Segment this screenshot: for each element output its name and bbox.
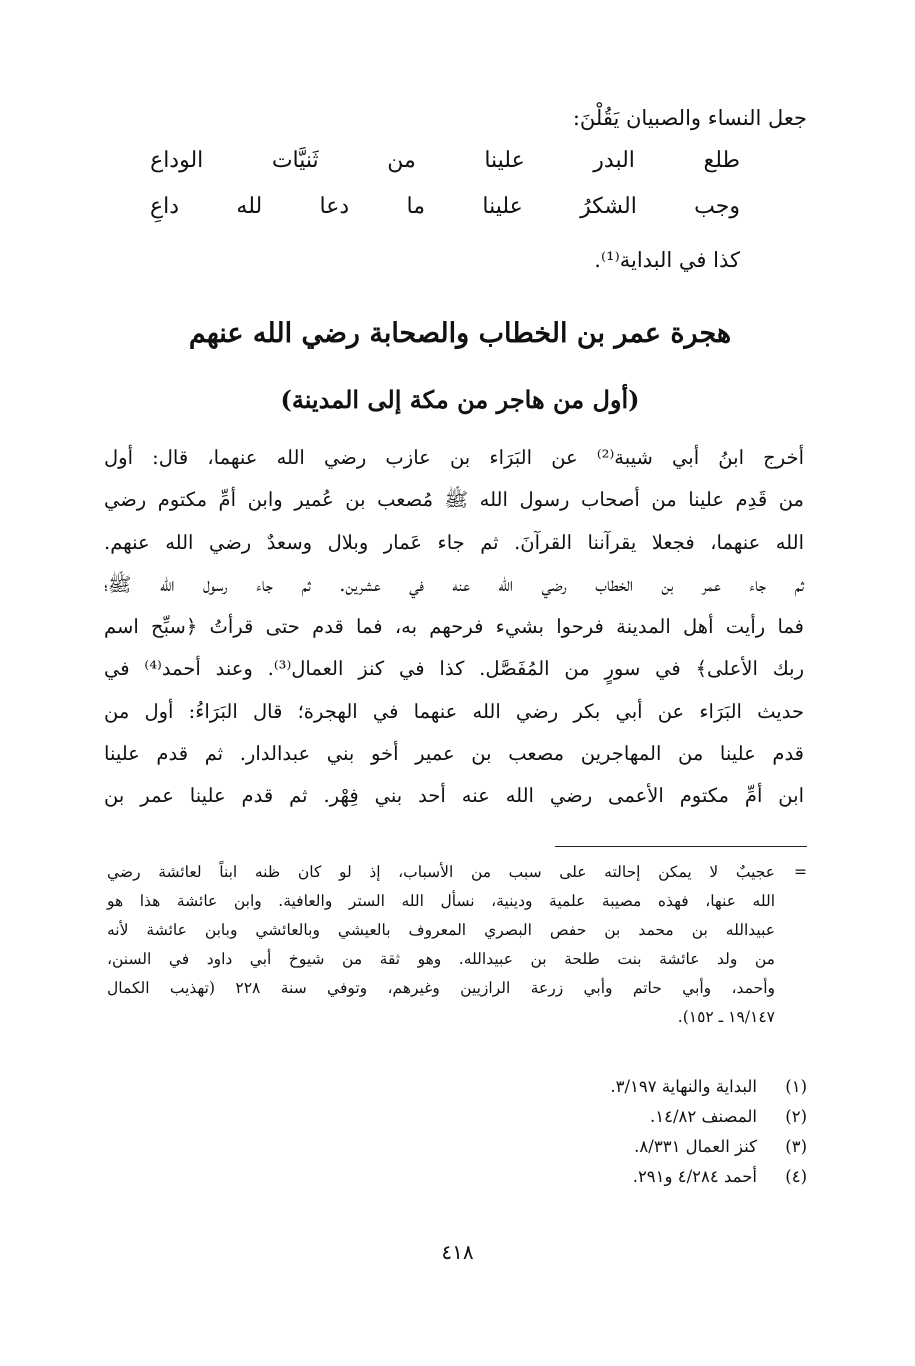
body-paragraph xyxy=(104,437,804,818)
body-line: من قَدِم علينا من أصحاب رسول الله ﷺ مُصعب بن عُمير وابن أمِّ مكتوم رضي xyxy=(104,488,804,512)
verse-source: كذا في البداية⁽¹⁾. xyxy=(594,248,740,272)
footnote-continuation xyxy=(107,858,807,1032)
verse-word: علينا xyxy=(482,194,523,219)
verse-word: لله xyxy=(236,194,263,219)
footnote-line: عجيبٌ لا يمكن إحالته على سبب من الأسباب، إذ لو كان ظنه ابناً لعائشة رضي xyxy=(107,863,775,881)
page-number: ٤١٨ xyxy=(441,1240,474,1264)
body-line: ابن أمِّ مكتوم الأعمى رضي الله عنه أحد بني فِهْر. ثم قدم علينا عمر بن xyxy=(104,784,804,808)
footnote-number: (٢) xyxy=(785,1107,807,1126)
body-line: قدم علينا من المهاجرين مصعب بن عمير أخو بني عبدالدار. ثم قدم علينا xyxy=(104,742,804,766)
body-line: الله عنهما، فجعلا يقرآننا القرآنَ. ثم جاء عَمار وبلال وسعدٌ رضي الله عنهم. xyxy=(104,530,804,554)
footnote-line: الله عنها، فهذه مصيبة علمية ودينية، نسأل الله الستر والعافية. وابن عائشة هذا هو xyxy=(107,892,775,910)
footnote-number: (٣) xyxy=(785,1137,807,1156)
body-line: ربك الأعلى﴾ في سورٍ من المُفَصَّل. كذا في كنز العمال⁽³⁾. وعند أحمد⁽⁴⁾ في xyxy=(104,657,805,681)
section-subheading: (أول من هاجر من مكة إلى المدينة) xyxy=(280,385,640,414)
body-line: أخرج ابنُ أبي شيبة⁽²⁾ عن البَرَاء بن عازب رضي الله عنهما، قال: أول xyxy=(104,446,804,469)
poem-verse-1 xyxy=(150,148,740,173)
body-line: فما رأيت أهل المدينة فرحوا بشيء فرحهم به، فما قدم حتى قرأتُ ﴿سبِّح اسم xyxy=(104,615,804,639)
verse-word: البدر xyxy=(593,148,635,173)
verse-word: ما xyxy=(406,194,426,219)
footnote-item xyxy=(107,1132,807,1162)
verse-word: ثَنيَّات xyxy=(271,148,319,173)
verse-word: الوداع xyxy=(150,148,204,173)
footnote-separator xyxy=(555,846,807,847)
footnote-item xyxy=(107,1162,807,1192)
footnote-item xyxy=(107,1102,807,1132)
verse-word: علينا xyxy=(484,148,525,173)
verse-word: الشكرُ xyxy=(580,194,637,219)
section-heading: هجرة عمر بن الخطاب والصحابة رضي الله عنهم xyxy=(188,318,732,349)
footnote-number: (١) xyxy=(785,1077,807,1096)
continuation-marker: = xyxy=(794,863,807,881)
footnote-text: أحمد ٤/٢٨٤ و٢٩١. xyxy=(632,1167,757,1186)
verse-word: من xyxy=(387,148,416,173)
body-line: ثم جاء عمر بن الخطاب رضي الله عنه في عشرين. ثم جاء رسول الله ﷺ؛ xyxy=(104,572,804,596)
footnote-number: (٤) xyxy=(785,1167,807,1186)
verse-word: دعا xyxy=(319,194,350,219)
footnote-line: وأحمد، وأبي حاتم وأبي زرعة الرازيين وغيرهم، وتوفي سنة ٢٢٨ (تهذيب الكمال xyxy=(107,979,775,997)
poem-verse-2 xyxy=(150,194,740,219)
footnotes-list xyxy=(107,1072,807,1192)
footnote-text: المصنف ١٤/٨٢. xyxy=(649,1107,757,1126)
footnote-line: ١٩/١٤٧ ـ ١٥٢). xyxy=(677,1008,775,1026)
body-line: حديث البَرَاء عن أبي بكر رضي الله عنهما في الهجرة؛ قال البَرَاءُ: أول من xyxy=(104,699,804,723)
footnote-line: من ولد عائشة بنت طلحة بن عبيدالله. وهو ثقة من شيوخ أبي داود في السنن، xyxy=(107,950,775,968)
verse-word: وجب xyxy=(694,194,740,219)
footnote-item xyxy=(107,1072,807,1102)
footnote-line: عبيدالله بن محمد بن حفص البصري المعروف بالعيشي وبالعائشي وبابن عائشة لأنه xyxy=(107,921,775,939)
footnote-text: البداية والنهاية ٣/١٩٧. xyxy=(610,1077,757,1096)
verse-word: داعِ xyxy=(150,194,180,219)
verse-word: طلع xyxy=(703,148,740,173)
footnote-text: كنز العمال ٨/٣٣١. xyxy=(634,1137,757,1156)
intro-line: جعل النساء والصبيان يَقُلْنَ: xyxy=(572,106,807,130)
